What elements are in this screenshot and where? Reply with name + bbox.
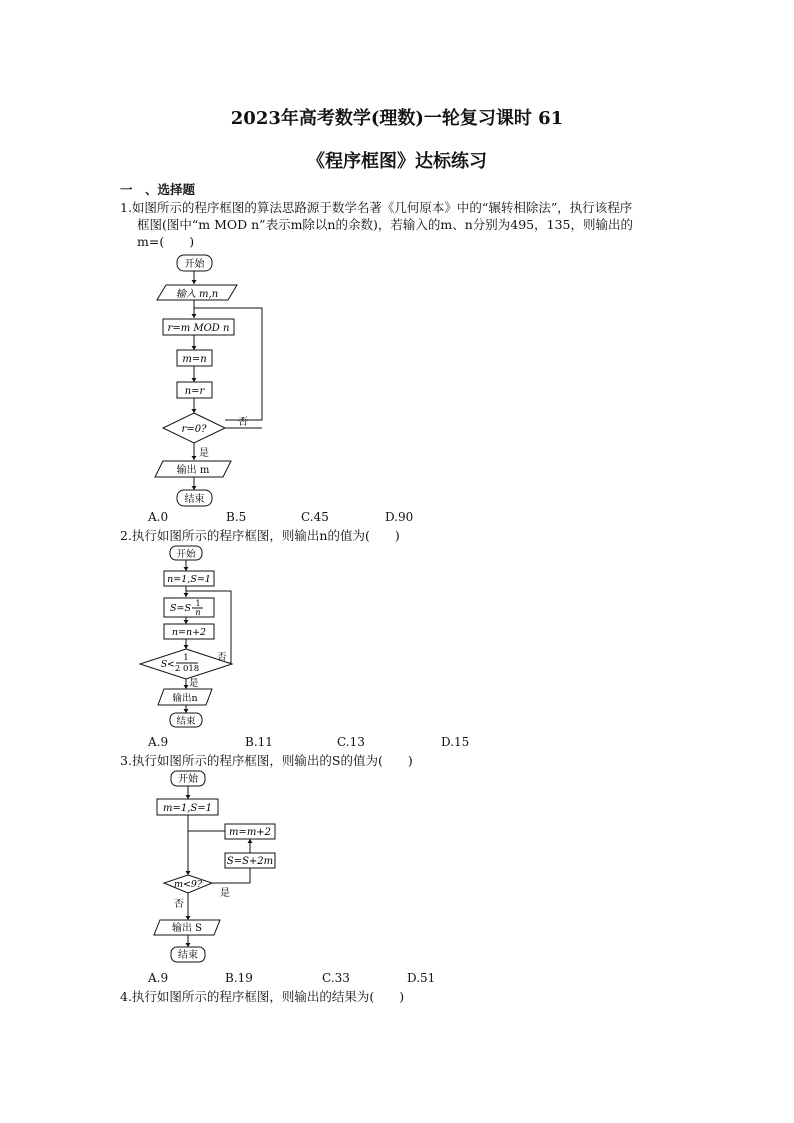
arrowhead: [248, 839, 253, 843]
q3-option-d[interactable]: D.51: [407, 971, 436, 985]
q3-step-m-label: m=m+2: [228, 827, 272, 838]
q1-output-label: 输出 m: [176, 465, 210, 476]
q3-option-c[interactable]: C.33: [322, 971, 350, 985]
q1-option-a[interactable]: A.0: [148, 510, 169, 524]
document-title: 2023年高考数学(理数)一轮复习课时 61: [230, 108, 564, 129]
q2-step-s-den: n: [195, 608, 201, 617]
q1-step-mn-label: m=n: [182, 354, 207, 365]
q1-no-label: 否: [238, 417, 248, 428]
q1-decision-label: r=0?: [181, 424, 207, 435]
q2-no-label: 否: [217, 652, 227, 663]
q2-step-s-num: 1: [195, 599, 201, 608]
q2-end-label: 结束: [176, 716, 196, 727]
arrowhead: [186, 916, 191, 920]
q3-start-label: 开始: [178, 774, 198, 785]
document-subtitle: 《程序框图》达标练习: [307, 151, 487, 172]
q1-step-mod-label: r=m MOD n: [167, 323, 230, 334]
q1-option-d[interactable]: D.90: [385, 510, 414, 524]
q3-step-s-label: S=S+2m: [226, 856, 274, 867]
q2-decision-den: 2 018: [174, 664, 200, 674]
arrowhead: [186, 795, 191, 799]
q3-option-a[interactable]: A.9: [148, 971, 169, 985]
q4-text-line1: 4.执行如图所示的程序框图，则输出的结果为( ): [120, 989, 405, 1004]
q1-input-label: 输入 m,n: [175, 289, 219, 300]
q3-yes-line: [212, 868, 250, 883]
q2-decision-lhs: S<: [161, 660, 175, 670]
q1-start-label: 开始: [184, 259, 205, 270]
arrowhead: [186, 943, 191, 947]
q1-yes-label: 是: [199, 448, 209, 459]
arrowhead: [186, 871, 191, 875]
q3-init-label: m=1,S=1: [163, 803, 212, 814]
q1-option-b[interactable]: B.5: [226, 510, 247, 524]
q2-option-b[interactable]: B.11: [245, 735, 273, 749]
q3-decision-label: m<9?: [173, 879, 203, 890]
q2-option-c[interactable]: C.13: [337, 735, 365, 749]
q2-output-label: 输出n: [172, 693, 198, 704]
q2-init-label: n=1,S=1: [167, 574, 211, 585]
q3-no-label: 否: [174, 899, 184, 910]
q2-text-line1: 2.执行如图所示的程序框图，则输出n的值为( ): [120, 528, 400, 543]
q3-options: [0, 971, 794, 987]
q1-text-line2: 框图(图中“m MOD n”表示m除以n的余数)，若输入的m、n分别为495，135，则输出的: [137, 217, 633, 232]
q3-option-b[interactable]: B.19: [225, 971, 253, 985]
q1-text-line3: m=( ): [137, 234, 195, 249]
q2-option-d[interactable]: D.15: [441, 735, 470, 749]
q3-yes-label: 是: [220, 888, 230, 899]
q2-decision-num: 1: [183, 653, 189, 663]
q2-yes-label: 是: [189, 678, 199, 689]
q1-end-label: 结束: [184, 494, 205, 505]
q3-end-label: 结束: [178, 950, 198, 961]
q3-output-label: 输出 S: [171, 923, 203, 934]
q2-step-n-label: n=n+2: [171, 627, 207, 638]
q1-step-nr-label: n=r: [184, 386, 205, 397]
q1-option-c[interactable]: C.45: [301, 510, 329, 524]
q2-start-label: 开始: [176, 549, 196, 560]
q1-text-line1: 1.如图所示的程序框图的算法思路源于数学名著《几何原本》中的“辗转相除法”，执行该程序: [120, 200, 633, 215]
q3-text-line1: 3.执行如图所示的程序框图，则输出的S的值为( ): [120, 753, 413, 768]
q2-option-a[interactable]: A.9: [148, 735, 169, 749]
q2-step-s-lhs: S=S·: [170, 603, 194, 614]
section-heading: 一 、选择题: [120, 182, 196, 197]
